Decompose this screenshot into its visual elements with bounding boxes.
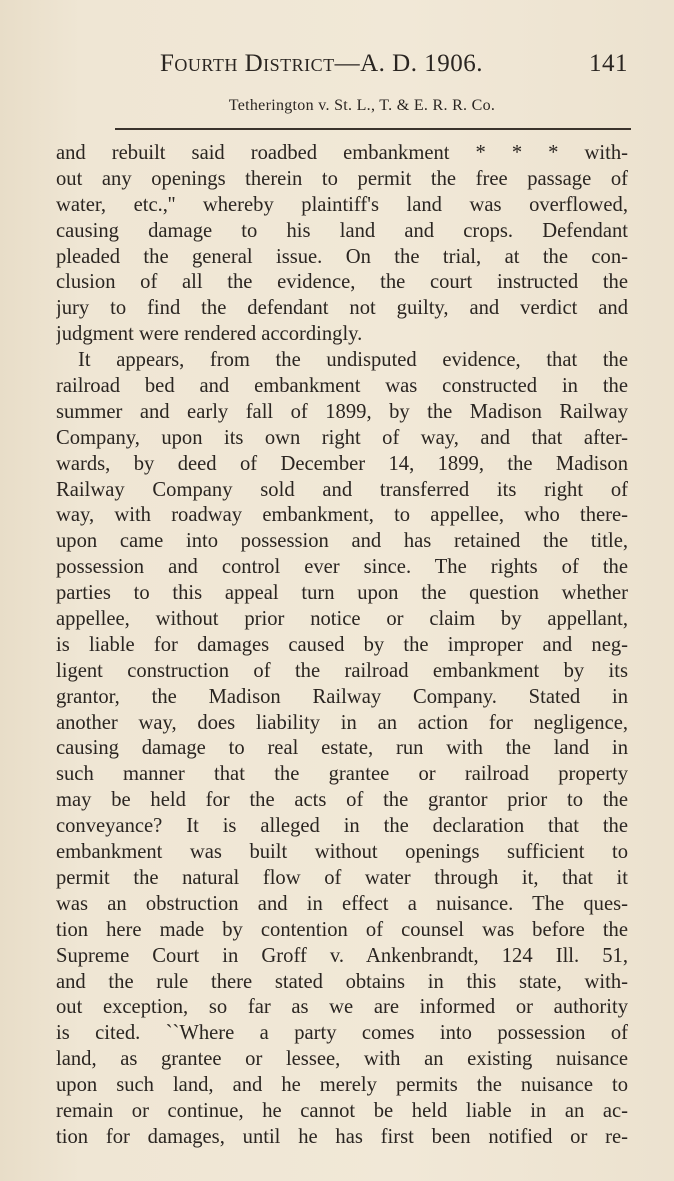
text-line: may be held for the acts of the grantor prior to the — [56, 789, 628, 812]
text-line: causing damage to real estate, run with the land in — [56, 737, 628, 760]
text-line: causing damage to his land and crops. Defendant — [56, 219, 628, 242]
page-number: 141 — [589, 50, 628, 77]
text-line: land, as grantee or lessee, with an existing nuisance — [56, 1048, 628, 1071]
text-line: another way, does liability in an action for negligence, — [56, 711, 628, 734]
text-line: wards, by deed of December 14, 1899, the Madison — [56, 452, 628, 475]
text-line: out exception, so far as we are informed or authority — [56, 996, 628, 1019]
text-line: railroad bed and embankment was constructed in the — [56, 375, 628, 398]
text-line: tion here made by contention of counsel was before the — [56, 918, 628, 941]
text-line: remain or continue, he cannot be held liable in an ac- — [56, 1099, 628, 1122]
text-line: parties to this appeal turn upon the question whether — [56, 582, 628, 605]
text-line: It appears, from the undisputed evidence, that the — [78, 349, 628, 372]
text-line: embankment was built without openings sufficient to — [56, 841, 628, 864]
text-line: jury to find the defendant not guilty, and verdict and — [56, 297, 628, 320]
text-line: and rebuilt said roadbed embankment * * * with- — [56, 142, 628, 164]
text-line: grantor, the Madison Railway Company. Stated in — [56, 685, 628, 708]
text-line: Company, upon its own right of way, and that after- — [56, 426, 628, 449]
text-line: and the rule there stated obtains in this state, with- — [56, 970, 628, 993]
body-text — [56, 141, 628, 1151]
text-line: is cited. ``Where a party comes into possession of — [56, 1022, 628, 1045]
running-head — [160, 50, 628, 84]
text-line: pleaded the general issue. On the trial, at the con- — [56, 245, 628, 268]
running-title: Fourth District—A. D. 1906. — [160, 50, 483, 77]
text-line: Supreme Court in Groff v. Ankenbrandt, 124 Ill. 51, — [56, 944, 628, 967]
text-line: out any openings therein to permit the free passage of — [56, 167, 628, 190]
text-line: clusion of all the evidence, the court instructed the — [56, 271, 628, 294]
text-line: permit the natural flow of water through it, that it — [56, 866, 628, 889]
text-line: conveyance? It is alleged in the declaration that the — [56, 815, 628, 838]
text-line: tion for damages, until he has first been notified or re- — [56, 1125, 628, 1148]
text-line: water, etc.,'' whereby plaintiff's land was overflowed, — [56, 193, 628, 216]
text-line: such manner that the grantee or railroad property — [56, 763, 628, 786]
case-title: Tetherington v. St. L., T. & E. R. R. Co. — [228, 97, 496, 114]
text-line: way, with roadway embankment, to appellee, who there- — [56, 504, 628, 527]
text-line: ligent construction of the railroad embankment by its — [56, 659, 628, 682]
text-line: possession and control ever since. The rights of the — [56, 556, 628, 579]
text-line: upon such land, and he merely permits the nuisance to — [56, 1074, 628, 1097]
text-line: was an obstruction and in effect a nuisance. The ques- — [56, 892, 628, 915]
text-line: Railway Company sold and transferred its right of — [56, 478, 628, 501]
text-line: is liable for damages caused by the improper and neg- — [56, 633, 628, 656]
text-line: upon came into possession and has retained the title, — [56, 530, 628, 553]
header-rule — [115, 128, 631, 130]
text-line: appellee, without prior notice or claim by appellant, — [56, 608, 628, 631]
text-line: summer and early fall of 1899, by the Madison Railway — [56, 400, 628, 423]
text-line: judgment were rendered accordingly. — [56, 323, 363, 346]
